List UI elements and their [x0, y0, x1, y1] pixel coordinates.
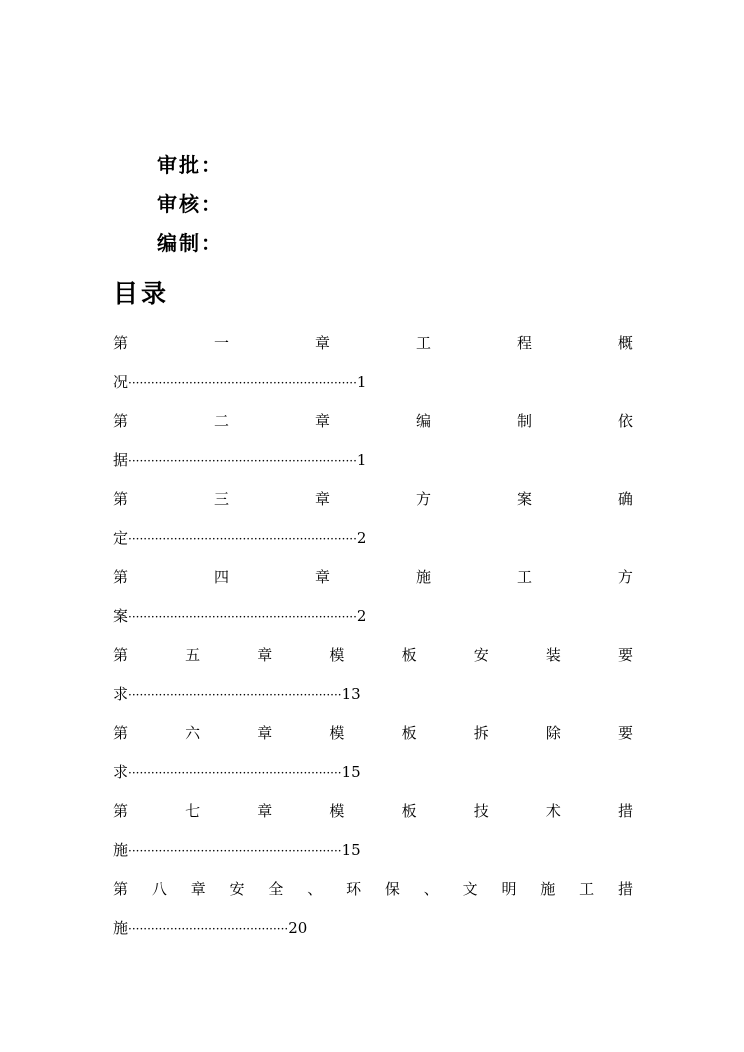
toc-page-number: 15 — [341, 763, 361, 781]
toc-heading-char: 六 — [185, 724, 201, 742]
toc-heading-char: 措 — [617, 802, 633, 820]
toc-heading-char: 五 — [185, 646, 201, 664]
toc-heading-char: 模 — [329, 646, 345, 664]
prepare-label: 编制： — [157, 231, 223, 255]
toc-heading-char: 措 — [617, 880, 633, 898]
toc-heading-char: 四 — [213, 568, 229, 586]
toc-entry[interactable] — [113, 485, 633, 563]
toc-heading-char: 章 — [314, 568, 330, 586]
toc-page-number: 1 — [356, 373, 367, 391]
toc-heading-char: 环 — [346, 880, 362, 898]
toc-heading-char: 案 — [516, 490, 532, 508]
toc-dot-leader: ························································ — [128, 766, 342, 780]
toc-heading-tail: 施 — [113, 919, 129, 937]
toc-heading-char: 章 — [257, 724, 273, 742]
toc-entry-leader-line — [113, 446, 633, 474]
toc-heading-char: 拆 — [473, 724, 489, 742]
toc-entry-heading — [113, 485, 633, 513]
toc-heading-char: 第 — [113, 568, 129, 586]
toc-heading-char: 保 — [384, 880, 400, 898]
toc-heading-char: 方 — [415, 490, 431, 508]
toc-heading-char: 工 — [579, 880, 595, 898]
toc-heading-char: 章 — [314, 412, 330, 430]
toc-heading-char: 概 — [617, 334, 633, 352]
toc-heading-char: 第 — [113, 880, 129, 898]
toc-heading-char: 第 — [113, 412, 129, 430]
toc-heading-char: 工 — [516, 568, 532, 586]
toc-heading-char: 章 — [257, 802, 273, 820]
toc-heading-char: 、 — [423, 880, 439, 898]
toc-dot-leader: ···························································· — [128, 532, 357, 546]
toc-heading-tail: 求 — [113, 763, 129, 781]
toc-heading-char: 章 — [190, 880, 206, 898]
toc-entry-heading — [113, 875, 633, 903]
toc-heading-char: 安 — [473, 646, 489, 664]
toc-heading-char: 技 — [473, 802, 489, 820]
toc-heading-char: 依 — [617, 412, 633, 430]
toc-heading-tail: 定 — [113, 529, 129, 547]
toc-heading-tail: 据 — [113, 451, 129, 469]
toc-heading-char: 文 — [462, 880, 478, 898]
toc-heading-char: 第 — [113, 802, 129, 820]
toc-heading-char: 二 — [213, 412, 229, 430]
toc-heading-char: 第 — [113, 490, 129, 508]
toc-page-number: 20 — [288, 919, 308, 937]
toc-entry[interactable] — [113, 563, 633, 641]
toc-heading-char: 板 — [401, 802, 417, 820]
toc-entry-leader-line — [113, 368, 633, 396]
toc-page-number: 2 — [356, 529, 367, 547]
toc-heading-char: 制 — [516, 412, 532, 430]
toc-heading-char: 板 — [401, 724, 417, 742]
table-of-contents — [113, 329, 633, 953]
toc-heading-char: 安 — [229, 880, 245, 898]
toc-heading-char: 第 — [113, 724, 129, 742]
toc-dot-leader: ···························································· — [128, 610, 357, 624]
toc-heading-char: 施 — [540, 880, 556, 898]
toc-heading-char: 确 — [617, 490, 633, 508]
toc-page-number: 13 — [341, 685, 361, 703]
toc-title: 目录 — [113, 279, 170, 308]
toc-dot-leader: ···························································· — [128, 454, 357, 468]
toc-dot-leader: ·········································· — [128, 922, 289, 936]
toc-heading-tail: 案 — [113, 607, 129, 625]
toc-entry-leader-line — [113, 680, 633, 708]
toc-heading-tail: 施 — [113, 841, 129, 859]
approve-label: 审批： — [157, 153, 223, 177]
toc-heading-char: 除 — [545, 724, 561, 742]
toc-heading-char: 编 — [415, 412, 431, 430]
toc-heading-tail: 求 — [113, 685, 129, 703]
toc-heading-char: 术 — [545, 802, 561, 820]
toc-page-number: 1 — [356, 451, 367, 469]
signature-block — [157, 150, 223, 267]
toc-heading-char: 施 — [415, 568, 431, 586]
toc-heading-char: 程 — [516, 334, 532, 352]
toc-heading-char: 第 — [113, 646, 129, 664]
toc-heading-char: 一 — [213, 334, 229, 352]
toc-heading-char: 明 — [501, 880, 517, 898]
toc-entry[interactable] — [113, 719, 633, 797]
toc-heading-tail: 况 — [113, 373, 129, 391]
toc-heading-char: 板 — [401, 646, 417, 664]
toc-entry-heading — [113, 407, 633, 435]
toc-heading-char: 第 — [113, 334, 129, 352]
toc-page-number: 2 — [356, 607, 367, 625]
toc-entry[interactable] — [113, 641, 633, 719]
toc-entry[interactable] — [113, 875, 633, 953]
toc-heading-char: 模 — [329, 724, 345, 742]
toc-heading-char: 三 — [213, 490, 229, 508]
toc-entry-leader-line — [113, 602, 633, 630]
toc-heading-char: 方 — [617, 568, 633, 586]
toc-entry-leader-line — [113, 836, 633, 864]
toc-heading-char: 七 — [185, 802, 201, 820]
toc-entry[interactable] — [113, 407, 633, 485]
toc-heading-char: 章 — [257, 646, 273, 664]
toc-dot-leader: ···························································· — [128, 376, 357, 390]
toc-heading-char: 工 — [415, 334, 431, 352]
toc-dot-leader: ························································ — [128, 688, 342, 702]
toc-heading-char: 、 — [307, 880, 323, 898]
toc-entry-leader-line — [113, 524, 633, 552]
toc-entry-heading — [113, 719, 633, 747]
toc-heading-char: 章 — [314, 334, 330, 352]
toc-heading-char: 八 — [151, 880, 167, 898]
toc-heading-char: 模 — [329, 802, 345, 820]
toc-heading-char: 全 — [268, 880, 284, 898]
toc-entry-heading — [113, 641, 633, 669]
toc-entry[interactable] — [113, 329, 633, 407]
toc-entry[interactable] — [113, 797, 633, 875]
toc-entry-leader-line — [113, 914, 633, 942]
toc-entry-heading — [113, 329, 633, 357]
toc-entry-heading — [113, 563, 633, 591]
toc-entry-heading — [113, 797, 633, 825]
toc-heading-char: 要 — [617, 646, 633, 664]
toc-heading-char: 装 — [545, 646, 561, 664]
review-label: 审核： — [157, 192, 223, 216]
toc-heading-char: 章 — [314, 490, 330, 508]
toc-page-number: 15 — [341, 841, 361, 859]
toc-heading-char: 要 — [617, 724, 633, 742]
toc-dot-leader: ························································ — [128, 844, 342, 858]
toc-entry-leader-line — [113, 758, 633, 786]
